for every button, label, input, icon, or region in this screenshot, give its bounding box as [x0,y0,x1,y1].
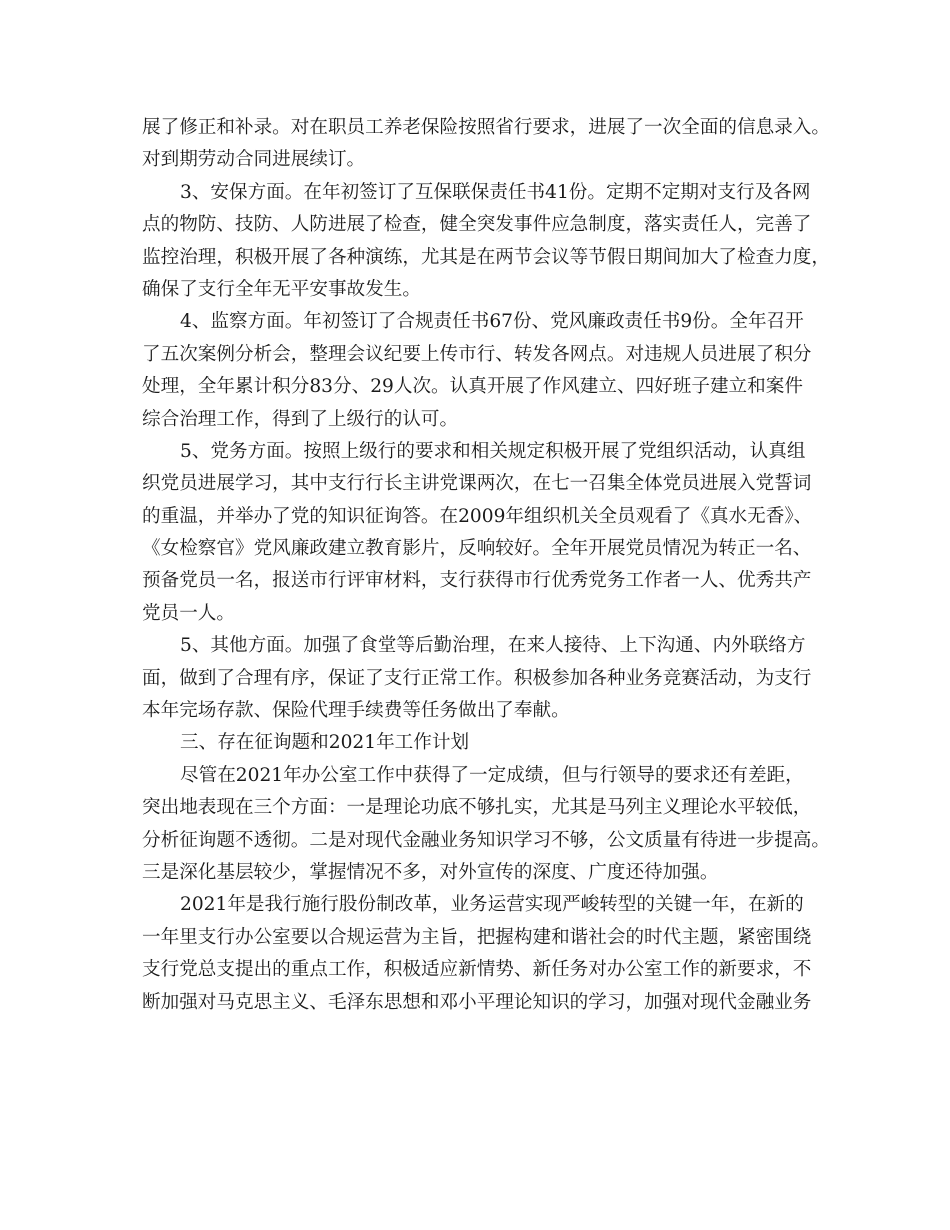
text-line: 点的物防、技防、人防进展了检查，健全突发事件应急制度，落实责任人，完善了 [142,214,812,236]
text-line: 预备党员一名，报送市行评审材料，支行获得市行优秀党务工作者一人、优秀共产 [142,570,812,592]
paragraph-start-line: 3、安保方面。在年初签订了互保联保责任书41份。定期不定期对支行及各网 [180,181,811,203]
text-line: 三是深化基层较少，掌握情况不多，对外宣传的深度、广度还待加强。 [142,861,719,883]
text-line: 支行党总支提出的重点工作，积极适应新情势、新任务对办公室工作的新要求，不 [142,959,812,981]
text-line: 展了修正和补录。对在职员工养老保险按照省行要求，进展了一次全面的信息录入。 [142,117,830,138]
text-line: 织党员进展学习，其中支行行长主讲党课两次，在七一召集全体党员进展入党誓词 [142,473,812,495]
text-line: 综合治理工作，得到了上级行的认可。 [142,408,459,430]
text-line: 了五次案例分析会，整理会议纪要上传市行、转发各网点。对违规人员进展了积分 [142,343,812,365]
text-line: 分析征询题不透彻。二是对现代金融业务知识学习不够，公文质量有待进一步提高。 [142,829,830,851]
text-line: 一年里支行办公室要以合规运营为主旨，把握构建和谐社会的时代主题，紧密围绕 [142,926,812,948]
text-line: 《女检察官》党风廉政建立教育影片，反响较好。全年开展党员情况为转正一名、 [142,538,812,560]
paragraph-start-line: 5、党务方面。按照上级行的要求和相关规定积极开展了党组织活动，认真组 [180,440,806,462]
text-line: 突出地表现在三个方面：一是理论功底不够扎实，尤其是马列主义理论水平较低， [142,797,812,819]
text-line: 断加强对马克思主义、毛泽东思想和邓小平理论知识的学习，加强对现代金融业务 [142,991,812,1013]
text-line: 面，做到了合理有序，保证了支行正常工作。积极参加各种业务竞赛活动，为支行 [142,667,812,689]
text-line: 党员一人。 [142,602,235,624]
paragraph-start-line: 4、监察方面。年初签订了合规责任书67份、党风廉政责任书9份。全年召开 [180,311,804,333]
section-heading: 三、存在征询题和2021年工作计划 [180,732,470,754]
text-line: 确保了支行全年无平安事故发生。 [142,278,421,300]
paragraph-start-line: 尽管在2021年办公室工作中获得了一定成绩，但与行领导的要求还有差距， [180,764,804,786]
text-line: 监控治理，积极开展了各种演练，尤其是在两节会议等节假日期间加大了检查力度， [142,246,830,268]
paragraph-start-line: 2021年是我行施行股份制改革，业务运营实现严峻转型的关键一年，在新的 [180,894,804,916]
document-body [142,112,830,1019]
paragraph-start-line: 5、其他方面。加强了食堂等后勤治理，在来人接待、上下沟通、内外联络方 [180,635,806,657]
text-line: 本年完场存款、保险代理手续费等任务做出了奉献。 [142,700,570,722]
text-line: 处理，全年累计积分83分、29人次。认真开展了作风建立、四好班子建立和案件 [142,376,803,398]
text-line: 对到期劳动合同进展续订。 [142,149,366,171]
text-line: 的重温，并举办了党的知识征询答。在2009年组织机关全员观看了《真水无香》、 [142,505,813,527]
